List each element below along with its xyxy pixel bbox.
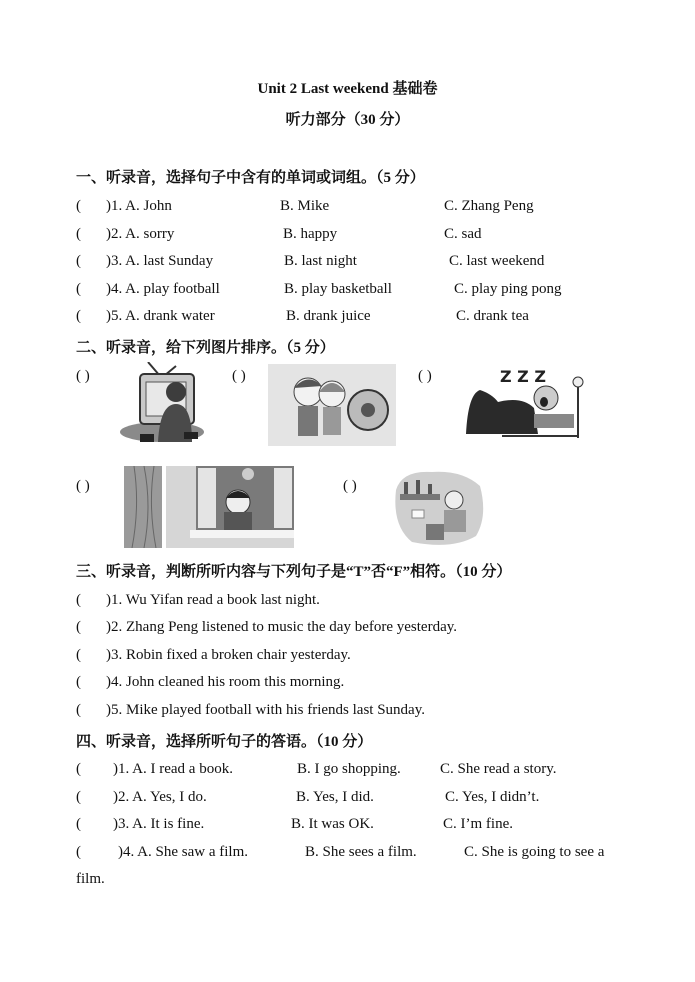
picture-5-answer-blank[interactable]: ( ) bbox=[343, 478, 357, 494]
picture-1-answer-blank[interactable]: ( ) bbox=[76, 368, 90, 384]
option-c-wrap: film. bbox=[76, 871, 105, 887]
picture-2-answer-blank[interactable]: ( ) bbox=[232, 368, 246, 384]
section-1-heading: 一、听录音，选择句子中含有的单词或词组。（5 分） bbox=[76, 170, 425, 186]
option-c: C. She is going to see a bbox=[464, 844, 605, 860]
option-a: )3. A. last Sunday bbox=[106, 253, 214, 269]
option-a: )1. A. I read a book. bbox=[113, 761, 233, 777]
option-b: B. It was OK. bbox=[291, 816, 374, 832]
option-b: B. I go shopping. bbox=[297, 761, 401, 777]
man-sleeping-icon bbox=[462, 364, 586, 444]
option-b: B. Yes, I did. bbox=[296, 789, 374, 805]
statement-text: )3. Robin fixed a broken chair yesterday. bbox=[106, 647, 351, 663]
option-b: B. Mike bbox=[280, 198, 330, 214]
answer-blank[interactable]: ( bbox=[76, 816, 81, 832]
answer-blank[interactable]: ( bbox=[76, 844, 81, 860]
answer-blank[interactable]: ( bbox=[76, 226, 81, 242]
answer-blank[interactable]: ( bbox=[76, 761, 81, 777]
option-c: C. play ping pong bbox=[454, 281, 562, 297]
statement-text: )5. Mike played football with his friends last Sunday. bbox=[106, 702, 425, 718]
picture-3-answer-blank[interactable]: ( ) bbox=[418, 368, 432, 384]
picture-4-answer-blank[interactable]: ( ) bbox=[76, 478, 90, 494]
option-a: )4. A. play football bbox=[106, 281, 220, 297]
option-b: B. drank juice bbox=[286, 308, 371, 324]
children-watching-film-icon bbox=[268, 364, 396, 446]
statement-text: )4. John cleaned his room this morning. bbox=[106, 674, 345, 690]
option-a: )3. A. It is fine. bbox=[113, 816, 205, 832]
answer-blank[interactable]: ( bbox=[76, 674, 81, 690]
boy-at-window-icon bbox=[124, 466, 294, 548]
answer-blank[interactable]: ( bbox=[76, 253, 81, 269]
page-subtitle: 听力部分（30 分） bbox=[285, 112, 410, 128]
option-c: C. sad bbox=[444, 226, 482, 242]
option-b: B. She sees a film. bbox=[305, 844, 417, 860]
answer-blank[interactable]: ( bbox=[76, 308, 81, 324]
page-title: Unit 2 Last weekend 基础卷 bbox=[257, 81, 438, 97]
option-c: C. I’m fine. bbox=[443, 816, 513, 832]
option-a: )4. A. She saw a film. bbox=[118, 844, 248, 860]
option-a: )2. A. sorry bbox=[106, 226, 175, 242]
option-b: B. play basketball bbox=[284, 281, 392, 297]
woman-reading-icon bbox=[392, 466, 490, 550]
option-a: )2. A. Yes, I do. bbox=[113, 789, 207, 805]
section-2-heading: 二、听录音，给下列图片排序。（5 分） bbox=[76, 340, 335, 356]
section-3-heading: 三、听录音，判断所听内容与下列句子是“T”否“F”相符。（10 分） bbox=[76, 564, 512, 580]
answer-blank[interactable]: ( bbox=[76, 647, 81, 663]
option-b: B. happy bbox=[283, 226, 338, 242]
option-c: C. She read a story. bbox=[440, 761, 557, 777]
option-a: )5. A. drank water bbox=[106, 308, 215, 324]
option-c: C. Zhang Peng bbox=[444, 198, 534, 214]
statement-text: )2. Zhang Peng listened to music the day before yesterday. bbox=[106, 619, 458, 635]
option-c: C. Yes, I didn’t. bbox=[445, 789, 540, 805]
answer-blank[interactable]: ( bbox=[76, 281, 81, 297]
svg-text:Z Z Z: Z Z Z bbox=[500, 367, 546, 386]
answer-blank[interactable]: ( bbox=[76, 619, 81, 635]
section-4-heading: 四、听录音，选择所听句子的答语。（10 分） bbox=[76, 734, 373, 750]
answer-blank[interactable]: ( bbox=[76, 702, 81, 718]
boy-watching-tv-icon bbox=[118, 362, 206, 444]
answer-blank[interactable]: ( bbox=[76, 198, 81, 214]
answer-blank[interactable]: ( bbox=[76, 789, 81, 805]
option-a: )1. A. John bbox=[106, 198, 172, 214]
option-b: B. last night bbox=[284, 253, 357, 269]
option-c: C. drank tea bbox=[456, 308, 529, 324]
statement-text: )1. Wu Yifan read a book last night. bbox=[106, 592, 320, 608]
answer-blank[interactable]: ( bbox=[76, 592, 81, 608]
option-c: C. last weekend bbox=[449, 253, 545, 269]
